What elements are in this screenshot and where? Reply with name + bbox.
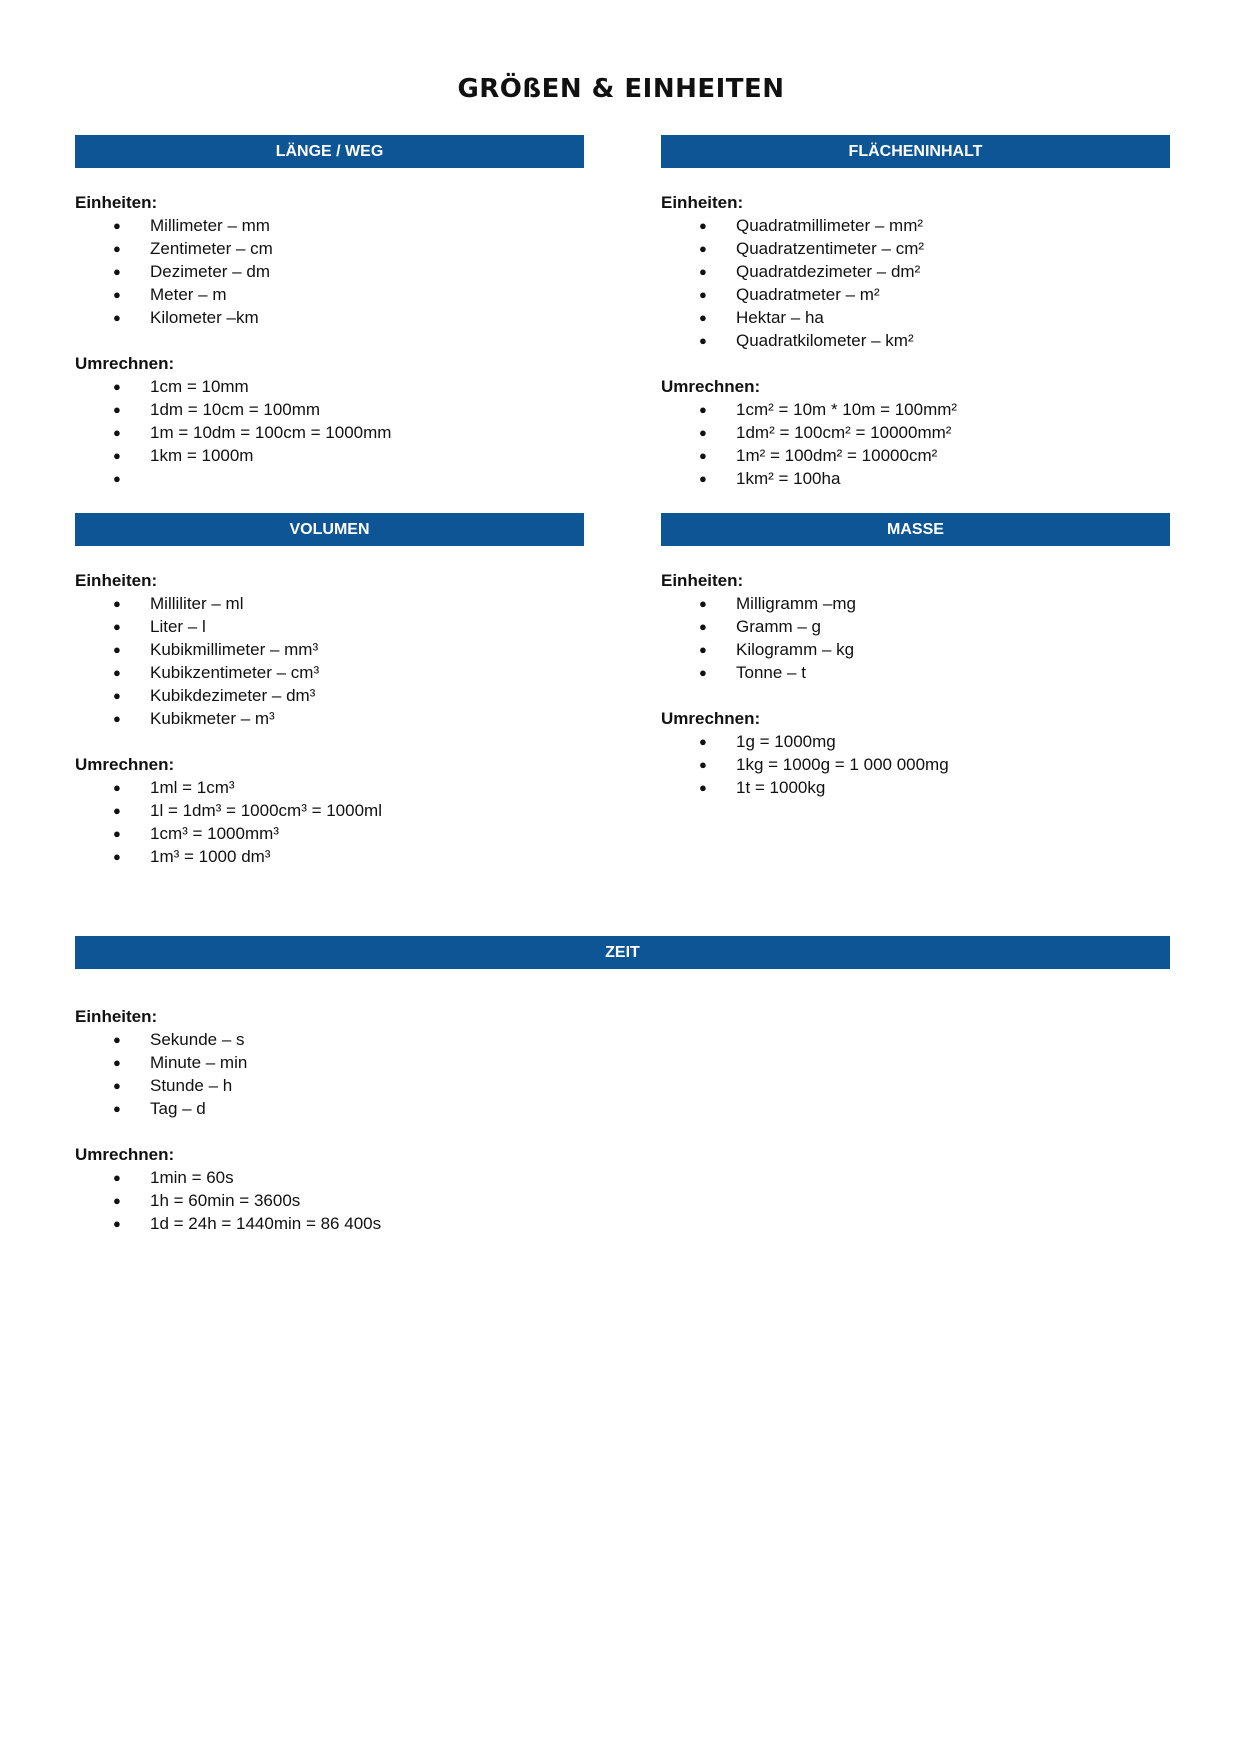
unit-item: ● Quadratmillimeter – mm² <box>661 214 1170 237</box>
conversions-list <box>661 398 1170 490</box>
conversions-list <box>75 1166 1170 1235</box>
conversion-item: ● 1m² = 100dm² = 10000cm² <box>661 444 1170 467</box>
convert-label: Umrechnen: <box>661 709 761 728</box>
unit-item: ● Hektar – ha <box>661 306 1170 329</box>
unit-item: ● Kubikzentimeter – cm³ <box>75 661 584 684</box>
unit-item: ● Liter – l <box>75 615 584 638</box>
convert-label: Umrechnen: <box>75 354 175 373</box>
section-volumen <box>75 513 584 868</box>
convert-label: Umrechnen: <box>661 377 761 396</box>
units-label: Einheiten: <box>75 571 158 590</box>
unit-item: ● Quadratmeter – m² <box>661 283 1170 306</box>
conversion-item: ● 1min = 60s <box>75 1166 1170 1189</box>
conversion-item: ● 1dm = 10cm = 100mm <box>75 398 584 421</box>
conversion-item: ● 1d = 24h = 1440min = 86 400s <box>75 1212 1170 1235</box>
convert-label: Umrechnen: <box>75 755 175 774</box>
unit-item: ● Zentimeter – cm <box>75 237 584 260</box>
section-header-flaeche: FLÄCHENINHALT <box>661 135 1170 168</box>
conversion-item: ● 1g = 1000mg <box>661 730 1170 753</box>
units-label: Einheiten: <box>75 1007 158 1026</box>
unit-item: ● Minute – min <box>75 1051 1170 1074</box>
unit-item: ● Kilogramm – kg <box>661 638 1170 661</box>
section-flaeche <box>661 135 1170 490</box>
section-header-laenge: LÄNGE / WEG <box>75 135 584 168</box>
conversion-item: ● 1l = 1dm³ = 1000cm³ = 1000ml <box>75 799 584 822</box>
conversion-item: ● 1cm = 10mm <box>75 375 584 398</box>
unit-item: ● Millimeter – mm <box>75 214 584 237</box>
conversion-item <box>75 467 584 490</box>
conversion-item: ● 1kg = 1000g = 1 000 000mg <box>661 753 1170 776</box>
units-list <box>75 1028 1170 1120</box>
conversion-item: ● 1km = 1000m <box>75 444 584 467</box>
units-label: Einheiten: <box>75 193 158 212</box>
units-label: Einheiten: <box>661 571 744 590</box>
section-laenge <box>75 135 584 490</box>
section-header-volumen: VOLUMEN <box>75 513 584 546</box>
conversion-item: ● 1m = 10dm = 100cm = 1000mm <box>75 421 584 444</box>
section-header-masse: MASSE <box>661 513 1170 546</box>
unit-item: ● Milligramm –mg <box>661 592 1170 615</box>
section-zeit <box>75 936 1170 1235</box>
conversion-item: ● 1km² = 100ha <box>661 467 1170 490</box>
unit-item: ● Kubikdezimeter – dm³ <box>75 684 584 707</box>
unit-item: ● Milliliter – ml <box>75 592 584 615</box>
conversions-list <box>661 730 1170 799</box>
conversion-item: ● 1t = 1000kg <box>661 776 1170 799</box>
unit-item: ● Stunde – h <box>75 1074 1170 1097</box>
units-list <box>75 214 584 329</box>
conversion-item: ● 1cm² = 10m * 10m = 100mm² <box>661 398 1170 421</box>
conversion-item: ● 1m³ = 1000 dm³ <box>75 845 584 868</box>
page-title: GRÖßEN & EINHEITEN <box>457 74 785 104</box>
convert-label: Umrechnen: <box>75 1145 175 1164</box>
unit-item: ● Quadratkilometer – km² <box>661 329 1170 352</box>
conversion-item: ● 1ml = 1cm³ <box>75 776 584 799</box>
conversions-list <box>75 375 584 490</box>
conversion-item: ● 1cm³ = 1000mm³ <box>75 822 584 845</box>
units-list <box>661 592 1170 684</box>
unit-item: ● Meter – m <box>75 283 584 306</box>
conversion-item: ● 1h = 60min = 3600s <box>75 1189 1170 1212</box>
unit-item: ● Quadratdezimeter – dm² <box>661 260 1170 283</box>
section-masse <box>661 513 1170 799</box>
unit-item: ● Quadratzentimeter – cm² <box>661 237 1170 260</box>
unit-item: ● Kilometer –km <box>75 306 584 329</box>
conversion-item: ● 1dm² = 100cm² = 10000mm² <box>661 421 1170 444</box>
unit-item: ● Kubikmeter – m³ <box>75 707 584 730</box>
unit-item: ● Dezimeter – dm <box>75 260 584 283</box>
units-label: Einheiten: <box>661 193 744 212</box>
units-list <box>661 214 1170 352</box>
unit-item: ● Kubikmillimeter – mm³ <box>75 638 584 661</box>
unit-item: ● Sekunde – s <box>75 1028 1170 1051</box>
units-list <box>75 592 584 730</box>
unit-item: ● Tag – d <box>75 1097 1170 1120</box>
conversions-list <box>75 776 584 868</box>
unit-item: ● Gramm – g <box>661 615 1170 638</box>
unit-item: ● Tonne – t <box>661 661 1170 684</box>
section-header-zeit: ZEIT <box>75 936 1170 969</box>
